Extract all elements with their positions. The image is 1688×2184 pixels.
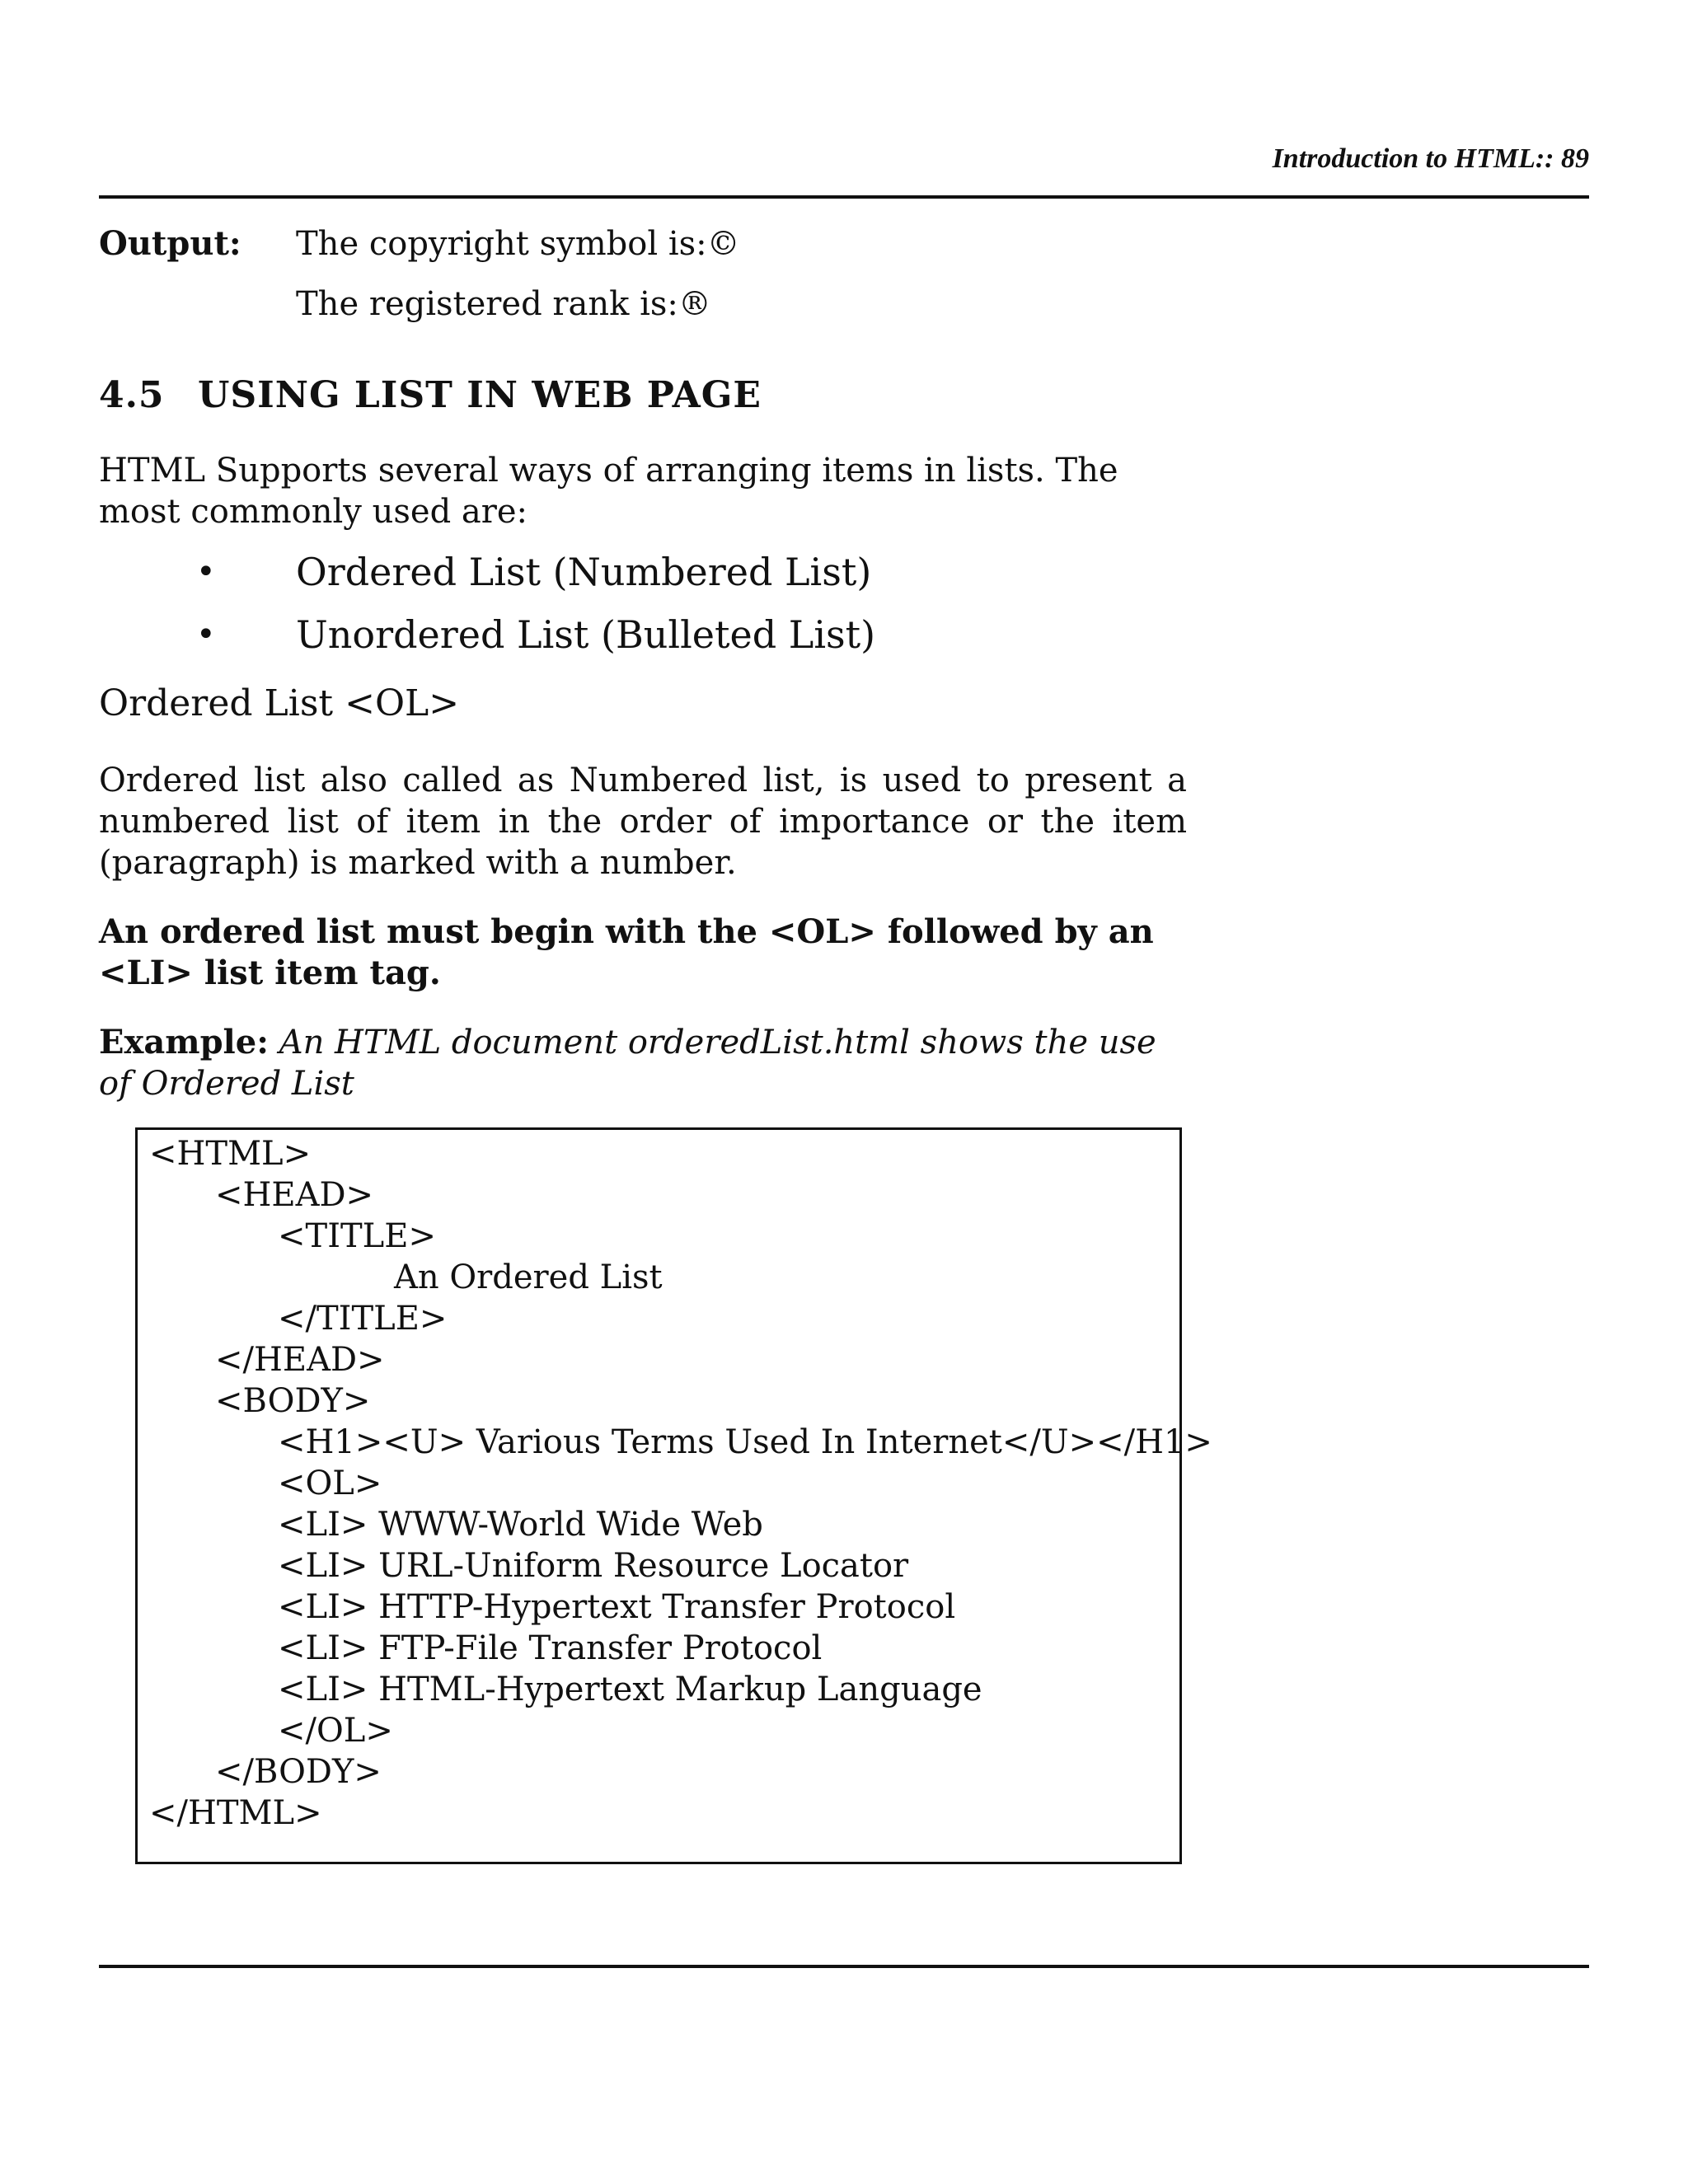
- code-line: </HTML>: [149, 1794, 322, 1832]
- code-line: </HEAD>: [215, 1341, 385, 1379]
- subheading-ordered-list: Ordered List <OL>: [99, 682, 460, 724]
- output-line-registered: The registered rank is:®: [296, 285, 711, 323]
- section-number: 4.5: [99, 374, 165, 416]
- code-line: An Ordered List: [394, 1258, 663, 1296]
- example-paragraph: [99, 1022, 1187, 1104]
- header-rule: [99, 195, 1589, 199]
- code-line: <H1><U> Various Terms Used In Internet</U></H1>: [278, 1423, 1212, 1461]
- code-line: <LI> FTP-File Transfer Protocol: [278, 1629, 823, 1667]
- code-line: <TITLE>: [278, 1217, 436, 1255]
- code-line: <LI> HTTP-Hypertext Transfer Protocol: [278, 1588, 956, 1626]
- code-line: </BODY>: [215, 1753, 382, 1791]
- code-line: </OL>: [278, 1712, 393, 1750]
- list-item-text: Unordered List (Bulleted List): [296, 612, 876, 657]
- code-line: <BODY>: [215, 1382, 371, 1420]
- code-line: <LI> URL-Uniform Resource Locator: [278, 1547, 909, 1585]
- section-heading: [99, 373, 762, 419]
- bold-note: An ordered list must begin with the <OL> followed by an <LI> list item tag.: [99, 912, 1154, 992]
- code-line: <OL>: [278, 1465, 382, 1502]
- intro-paragraph: HTML Supports several ways of arranging items in lists. The most commonly used are:: [99, 452, 1118, 531]
- output-line-copyright: The copyright symbol is:©: [296, 225, 740, 263]
- code-line: <HEAD>: [215, 1176, 374, 1214]
- code-line: </TITLE>: [278, 1300, 448, 1338]
- code-line: <LI> HTML-Hypertext Markup Language: [278, 1671, 982, 1708]
- bullet-icon: •: [196, 616, 216, 654]
- example-label: Example:: [99, 1023, 269, 1062]
- output-label: Output:: [99, 224, 241, 263]
- code-listing-box: [135, 1127, 1212, 1864]
- list-item-text: Ordered List (Numbered List): [296, 550, 872, 594]
- bullet-icon: •: [196, 553, 216, 591]
- section-title: USING LIST IN WEB PAGE: [198, 374, 762, 416]
- footer-rule: [99, 1965, 1589, 1968]
- ordered-list-description: Ordered list also called as Numbered list, is used to present a numbered list of item in the order of importance or the item (paragraph) is marked with a number.: [99, 762, 1187, 882]
- running-header: Introduction to HTML:: 89: [1272, 143, 1589, 174]
- example-description: An HTML document orderedList.html shows the use of Ordered List: [99, 1024, 1156, 1103]
- code-line: <HTML>: [149, 1135, 312, 1173]
- code-line: <LI> WWW-World Wide Web: [278, 1506, 763, 1544]
